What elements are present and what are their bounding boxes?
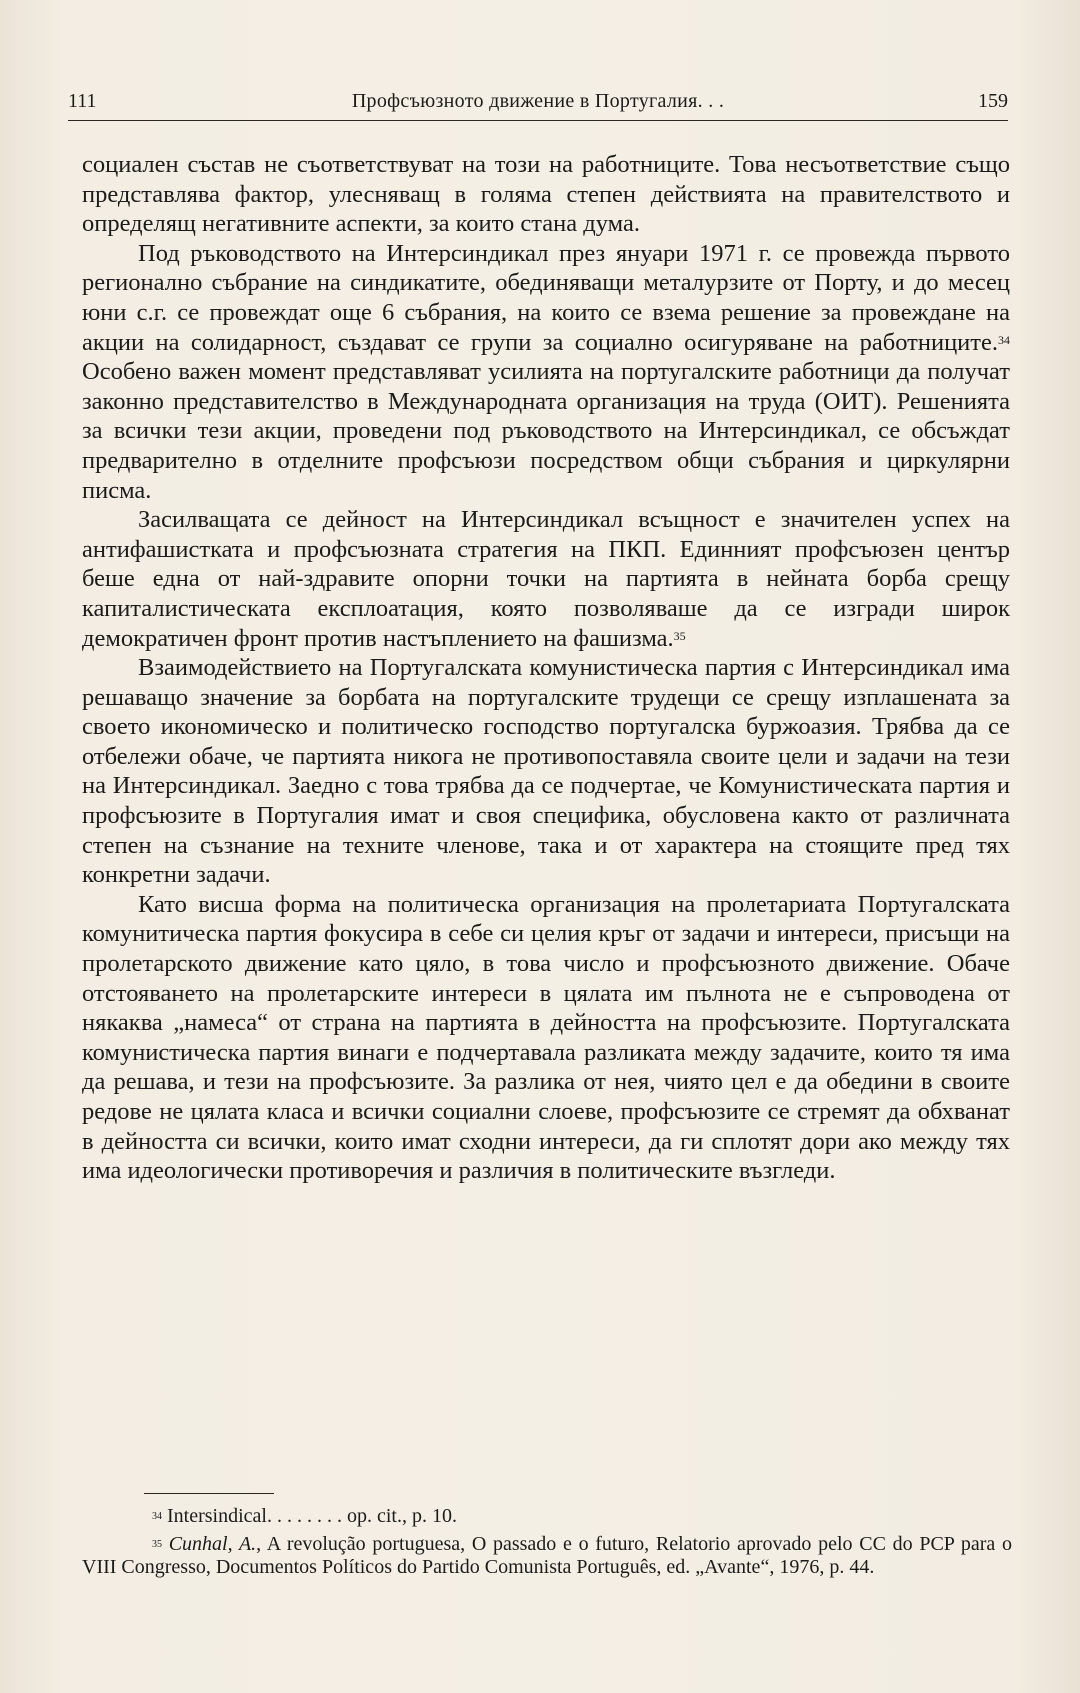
paragraph-text: Под ръководството на Интерсиндикал през януари 1971 г. се провежда първото регионално събрание на синдикатите, обединяващи металурзите от Порту, и до месец юни с.г. се провеждат още 6 събрания, на които се взема решение за провеждане на акции на солидарност, създават се групи за социално осигуряване на работниците. [82,239,1010,356]
paragraph-text-continued: Особено важен момент представляват усилията на португалските работници да получат законно представителство в Международната организация на труда (ОИТ). Решенията за всички тези акции, проведени под ръководството на Интерсиндикал, се обсъждат предварително в отделните профсъюзи посредством общи събрания и циркулярни писма. [82,358,1010,504]
paragraph-text: социален състав не съответствуват на този на работниците. Това несъответствие също представлява фактор, улесняващ в голяма степен действията на правителството и определящ негативните аспекти, за които стана дума. [82,151,1010,238]
footnote [82,1505,1012,1529]
paragraph [82,653,1010,890]
body-text [82,150,1010,1186]
paragraph [82,505,1010,653]
footnote-ref: 35 [673,628,686,643]
paragraph [82,239,1010,505]
footnote-number: 35 [152,1538,162,1550]
paragraph-text: Като висша форма на политическа организация на пролетариата Португалската комунитическа партия фокусира в себе си целия кръг от задачи и интереси, присъщи на пролетарското движение като цяло, в това число и профсъюзното движение. Обаче отстояването на пролетарските интереси в цялата им пълнота не е съпроводена от някаква „намеса“ от страна на партията в дейността на профсъюзите. Португалската комунистическа партия винаги е подчертавала разликата между задачите, които тя има да решава, и тези на профсъюзите. За разлика от нея, чиято цел е да обедини в своите редове не цялата класа и всички социални слоеве, профсъюзите се стремят да обхванат в дейността си всички, които имат сходни интереси, да ги сплотят дори ако между тях има идеологически противоречия и различия в политическите възгледи. [82,890,1010,1185]
footnotes [82,1505,1012,1580]
footnote-author: Cunhal, A. [168,1532,257,1555]
paragraph-text: Засилващата се дейност на Интерсиндикал всъщност е значителен успех на антифашистката и профсъюзната стратегия на ПКП. Единният профсъюзен център беше една от най-здравите опорни точки на партията в нейната борба срещу капиталистическата експлоатация, която позволяваше да се изгради широк демократичен фронт против настъплението на фашизма. [82,506,1010,652]
running-head [68,86,1008,121]
page-number: 159 [978,90,1008,112]
paragraph [82,890,1010,1186]
footnote-text: , A revolução portuguesa, O passado e o futuro, Relatorio aprovado pelo CC do PCP para o VIII Congresso, Documentos Políticos do Partido Comunista Português, ed. „Avante“, 1976, p. 44. [82,1532,1012,1578]
footnote [82,1533,1012,1580]
footnote-ref: 34 [998,332,1010,347]
paragraph [82,150,1010,239]
running-title: Профсъюзното движение в Португалия. . . [351,90,725,112]
paragraph-text: Взаимодействието на Португалската комунистическа партия с Интерсиндикал има решаващо значение за борбата на португалските трудещи се срещу изплашената за своето икономическо и политическо господство португалска буржоазия. Трябва да се отбележи обаче, че партията никога не противопоставяла своите цели и задачи на тези на Интерсиндикал. Заедно с това трябва да се подчертае, че Комунистическата партия и профсъюзите в Португалия имат и своя специфика, обусловена както от различната степен на съзнание на техните членове, така и от характера на стоящите пред тях конкретни задачи. [82,654,1010,889]
footnote-text: Intersindical. . . . . . . . op. cit., p. 10. [167,1505,457,1527]
section-number: 111 [68,90,97,112]
footnote-number: 34 [152,1511,162,1522]
footnote-divider [144,1493,274,1494]
